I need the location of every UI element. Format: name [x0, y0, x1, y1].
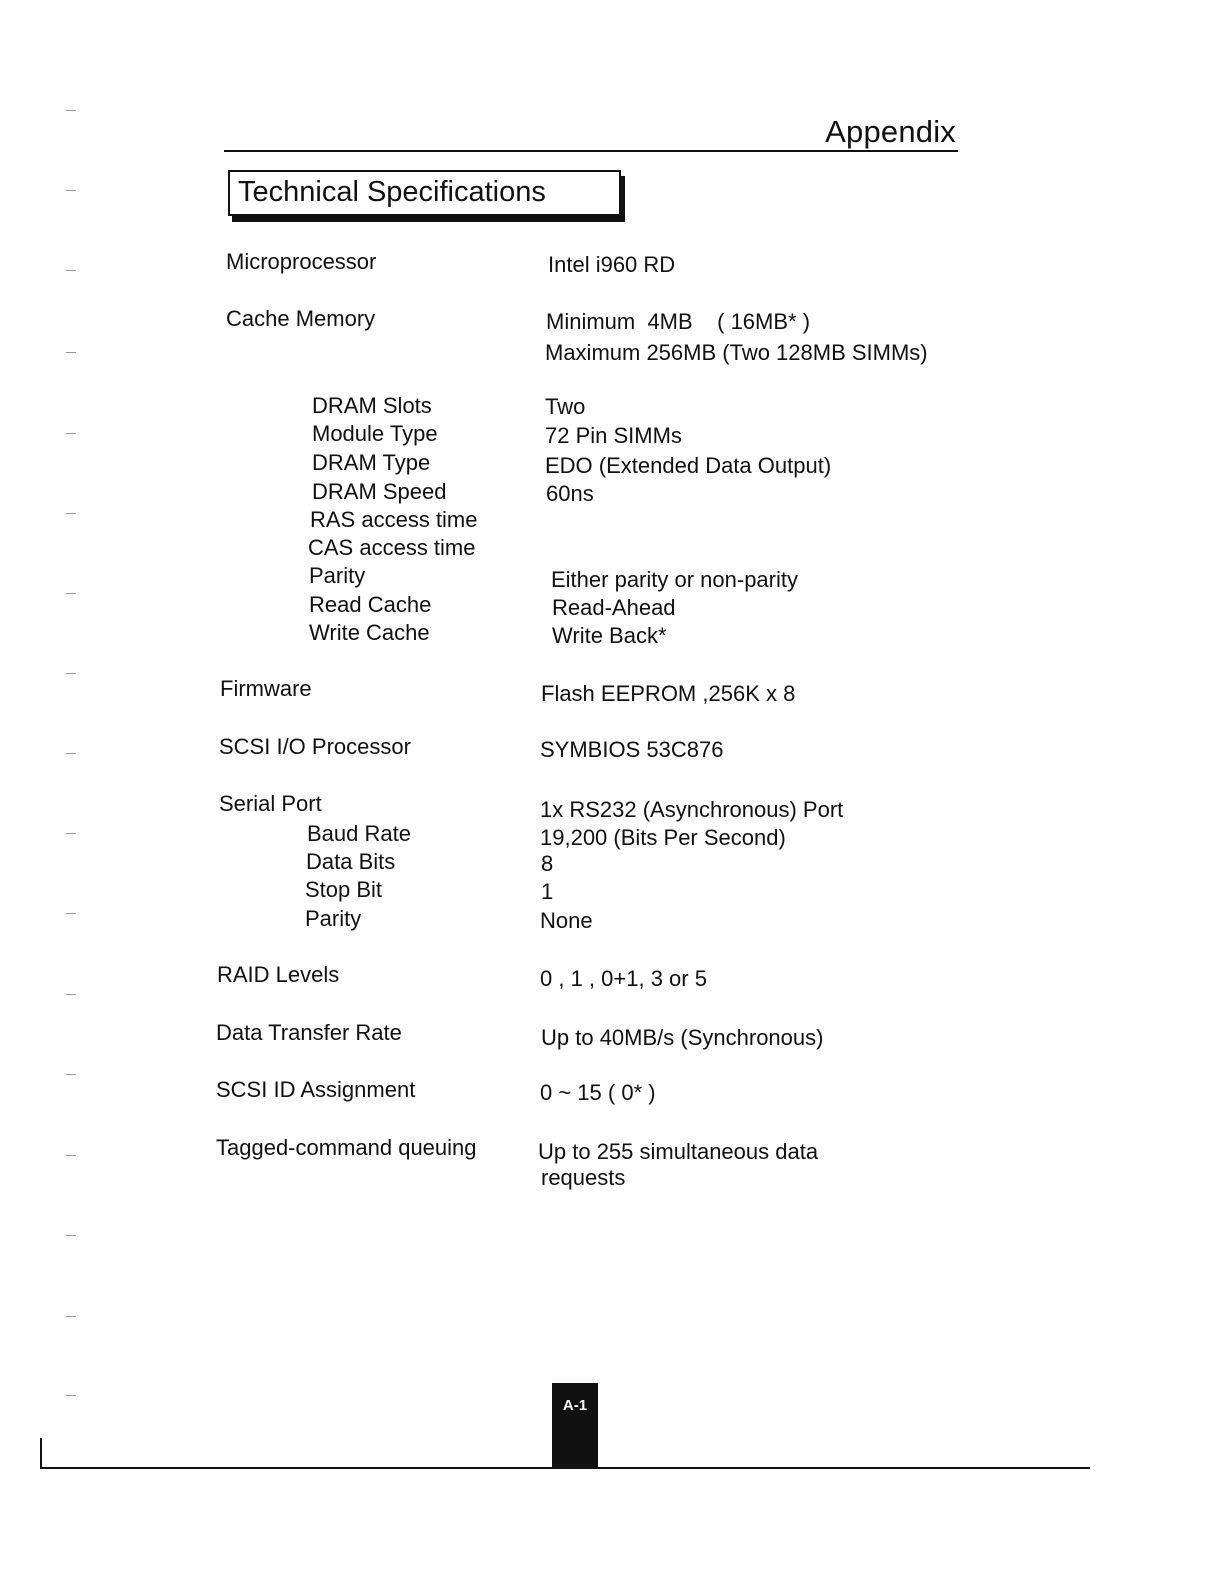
spec-value-dram-slots: Two: [545, 394, 586, 419]
spec-value-baud-rate: 19,200 (Bits Per Second): [540, 825, 786, 850]
header-rule: [224, 150, 958, 152]
margin-mark: [66, 994, 76, 995]
spec-value-data-bits: 8: [541, 851, 554, 876]
spec-value-read-cache: Read-Ahead: [552, 595, 676, 620]
spec-value-cache-max: Maximum 256MB (Two 128MB SIMMs): [545, 340, 928, 365]
section-header: Appendix: [825, 114, 956, 149]
spec-label-data-transfer-rate: Data Transfer Rate: [216, 1020, 402, 1045]
margin-mark: [66, 1235, 76, 1236]
spec-value-dram-type: EDO (Extended Data Output): [545, 453, 832, 478]
spec-label-dram-type: DRAM Type: [312, 450, 431, 475]
margin-mark: [66, 833, 76, 834]
spec-label-cache-memory: Cache Memory: [226, 306, 376, 331]
spec-label-module-type: Module Type: [312, 421, 438, 446]
spec-label-raid-levels: RAID Levels: [217, 962, 340, 987]
margin-mark: [66, 673, 76, 674]
spec-label-read-cache: Read Cache: [309, 592, 432, 617]
spec-label-parity: Parity: [309, 563, 366, 588]
spec-label-cas-access-time: CAS access time: [308, 535, 476, 560]
margin-mark: [66, 1395, 76, 1396]
page-number: A-1: [562, 1397, 588, 1414]
page-title: Technical Specifications: [238, 176, 546, 208]
spec-label-microprocessor: Microprocessor: [226, 249, 377, 274]
spec-label-scsi-id-assignment: SCSI ID Assignment: [216, 1077, 416, 1102]
spec-value-raid-levels: 0 , 1 , 0+1, 3 or 5: [540, 966, 707, 991]
spec-label-dram-speed: DRAM Speed: [312, 479, 447, 504]
spec-label-scsi-io-processor: SCSI I/O Processor: [219, 734, 411, 759]
spec-value-data-transfer-rate: Up to 40MB/s (Synchronous): [541, 1025, 824, 1050]
margin-mark: [66, 190, 76, 191]
margin-mark: [66, 110, 76, 111]
title-box: [228, 170, 621, 216]
corner-mark: [40, 1438, 42, 1468]
margin-mark: [66, 593, 76, 594]
margin-mark: [66, 433, 76, 434]
spec-label-serial-parity: Parity: [305, 906, 362, 931]
spec-value-tagged-command-queuing: Up to 255 simultaneous data: [538, 1139, 819, 1164]
spec-value-stop-bit: 1: [541, 879, 554, 904]
spec-label-data-bits: Data Bits: [306, 849, 396, 874]
spec-value-tagged-command-queuing-cont: requests: [541, 1165, 626, 1190]
spec-label-serial-port: Serial Port: [219, 791, 322, 816]
margin-mark: [66, 1155, 76, 1156]
margin-mark: [66, 1074, 76, 1075]
spec-label-ras-access-time: RAS access time: [310, 507, 478, 532]
spec-value-microprocessor: Intel i960 RD: [548, 252, 676, 277]
margin-mark: [66, 352, 76, 353]
spec-label-stop-bit: Stop Bit: [305, 877, 383, 902]
margin-mark: [66, 513, 76, 514]
spec-label-dram-slots: DRAM Slots: [312, 393, 432, 418]
spec-value-dram-speed: 60ns: [546, 481, 594, 506]
spec-value-serial-port: 1x RS232 (Asynchronous) Port: [540, 797, 844, 822]
spec-value-parity: Either parity or non-parity: [551, 567, 798, 592]
spec-value-module-type: 72 Pin SIMMs: [545, 423, 682, 448]
spec-value-cache-min: Minimum 4MB ( 16MB* ): [546, 309, 811, 334]
margin-mark: [66, 753, 76, 754]
spec-value-scsi-io-processor: SYMBIOS 53C876: [540, 737, 724, 762]
margin-mark: [66, 270, 76, 271]
spec-value-serial-parity: None: [540, 908, 593, 933]
page-number-tab: [552, 1383, 598, 1467]
margin-mark: [66, 913, 76, 914]
spec-value-write-cache: Write Back*: [552, 623, 667, 648]
spec-label-baud-rate: Baud Rate: [307, 821, 411, 846]
margin-mark: [66, 1316, 76, 1317]
spec-label-firmware: Firmware: [220, 676, 312, 701]
spec-value-scsi-id-assignment: 0 ~ 15 ( 0* ): [540, 1080, 656, 1105]
spec-label-write-cache: Write Cache: [309, 620, 430, 645]
footer-rule: [40, 1467, 1090, 1469]
spec-value-firmware: Flash EEPROM ,256K x 8: [541, 681, 796, 706]
spec-label-tagged-command-queuing: Tagged-command queuing: [216, 1135, 477, 1160]
